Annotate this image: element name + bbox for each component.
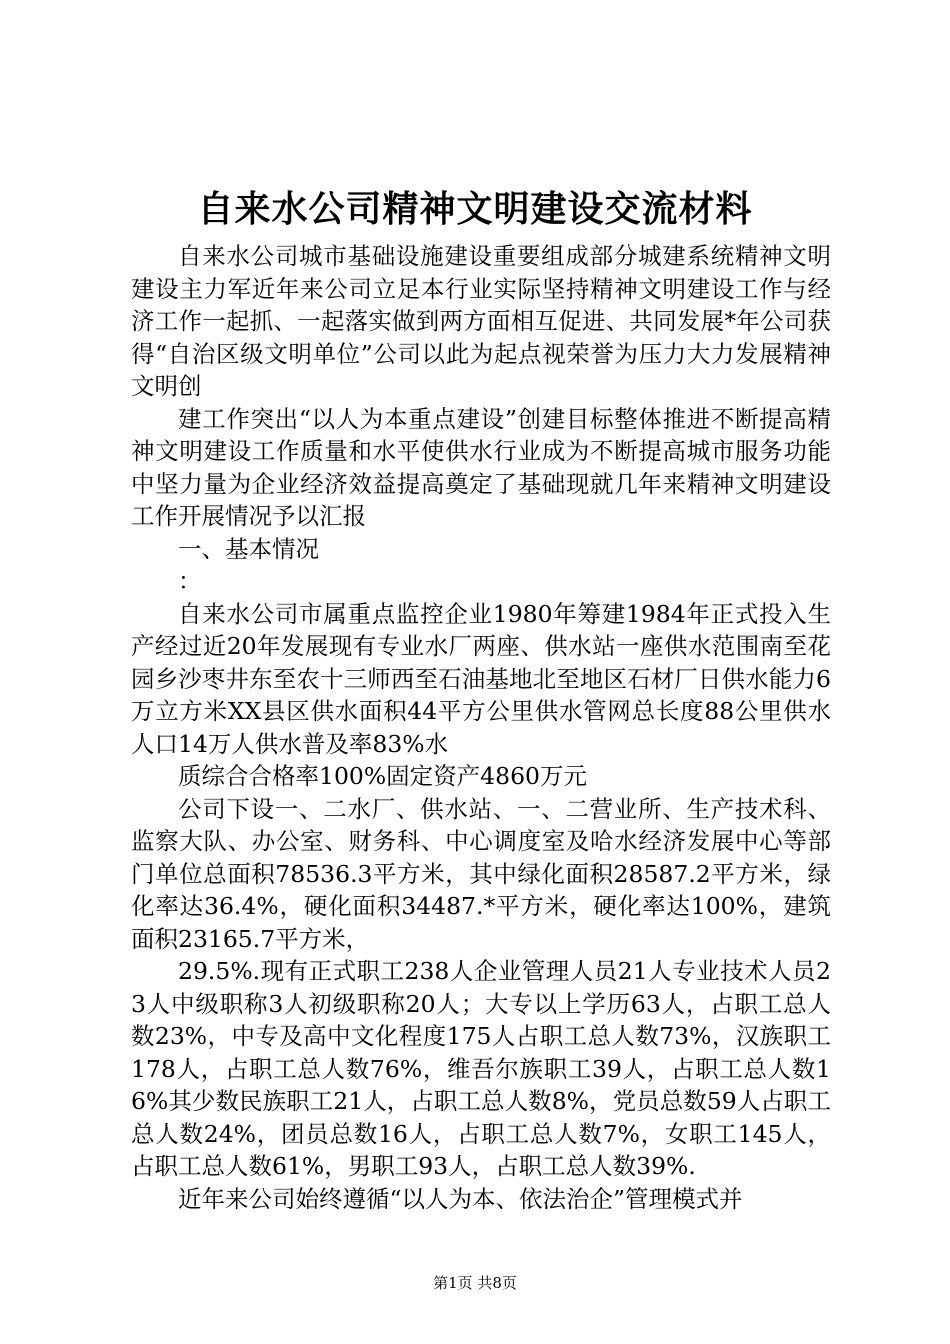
paragraph: 29.5%.现有正式职工238人企业管理人员21人专业技术人员23人中级职称3人初级职称20人；大专以上学历63人，占职工总人数23%，中专及高中文化程度175人占职工总人数73%，汉族职工178人，占职工总人数76%，维吾尔族职工39人，占职工总人数16%其少数民族职工21人，占职工总人数8%，党员总数59人占职工总人数24%，团员总数16人，占职工总人数7%，女职工145人，占职工总人数61%，男职工93人，占职工总人数39%. — [131, 957, 831, 1180]
paragraph: 自来水公司城市基础设施建设重要组成部分城建系统精神文明建设主力军近年来公司立足本行业实际坚持精神文明建设工作与经济工作一起抓、一起落实做到两方面相互促进、共同发展*年公司获得“自治区级文明单位”公司以此为起点视荣誉为压力大力发展精神文明创 — [131, 242, 831, 400]
paragraph: 近年来公司始终遵循“以人为本、依法治企”管理模式并 — [178, 1184, 743, 1213]
document-title: 自来水公司精神文明建设交流材料 — [197, 188, 753, 230]
page-footer: 第1页 共8页 — [433, 1274, 517, 1292]
paragraph: ： — [178, 567, 202, 595]
paragraph: 质综合合格率100%固定资产4860万元 — [178, 762, 587, 790]
paragraph: 公司下设一、二水厂、供水站、一、二营业所、生产技术科、监察大队、办公室、财务科、中心调度室及哈水经济发展中心等部门单位总面积78536.3平方米，其中绿化面积28587.2平方米，绿化率达36.4%，硬化面积34487.*平方米，硬化率达100%，建筑面积23165.7平方米， — [131, 794, 831, 953]
paragraph: 自来水公司市属重点监控企业1980年筹建1984年正式投入生产经过近20年发展现有专业水厂两座、供水站一座供水范围南至花园乡沙枣井东至农十三师西至石油基地北至地区石材厂日供水能力6万立方米XX县区供水面积44平方公里供水管网总长度88公里供水人口14万人供水普及率83%水 — [131, 599, 831, 758]
paragraph: 建工作突出“以人为本重点建设”创建目标整体推进不断提高精神文明建设工作质量和水平使供水行业成为不断提高城市服务功能中坚力量为企业经济效益提高奠定了基础现就几年来精神文明建设工作开展情况予以汇报 — [131, 404, 831, 530]
section-heading: 一、基本情况 — [178, 534, 319, 563]
document-body — [131, 240, 831, 1215]
